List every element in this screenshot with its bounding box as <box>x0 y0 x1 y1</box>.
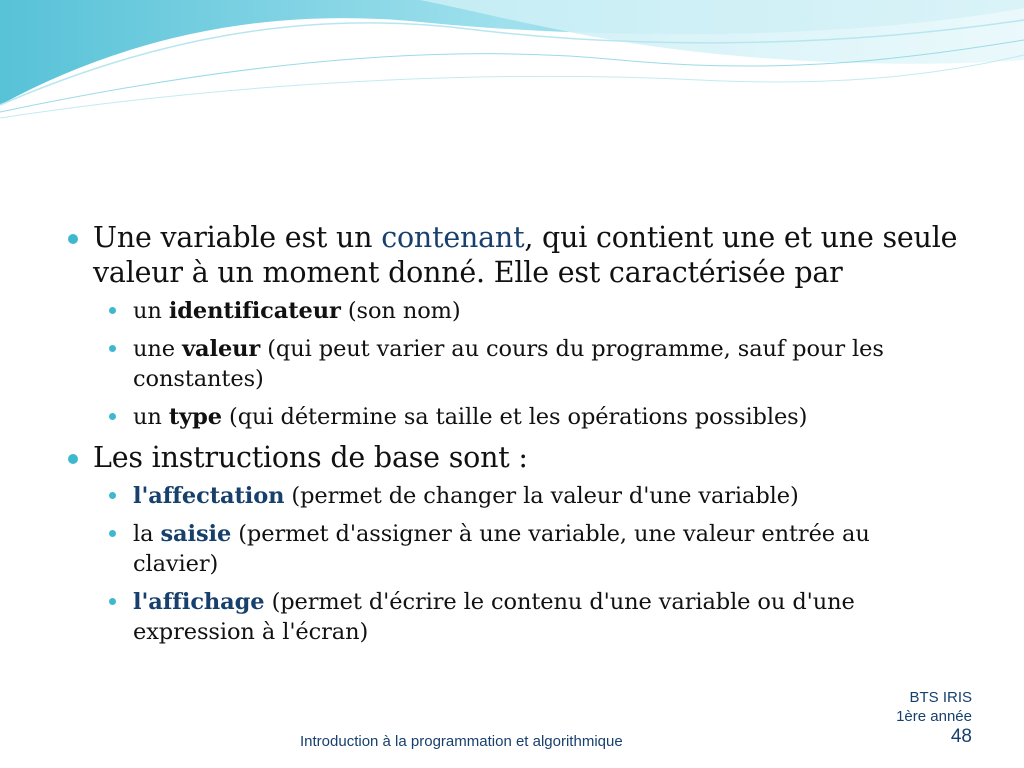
sub-item-keyword: type <box>168 404 222 430</box>
bullet-variable-text-before: Une variable est un <box>93 221 382 254</box>
footer-info <box>896 688 972 748</box>
bullet-variable-highlight: contenant <box>381 221 525 254</box>
sub-item-rest: (qui peut varier au cours du programme, sauf pour les constantes) <box>133 336 884 392</box>
sub-item-keyword: identificateur <box>168 298 341 324</box>
sub-item-rest: (qui détermine sa taille et les opérations possibles) <box>221 404 808 430</box>
footer-title: Introduction à la programmation et algorithmique <box>300 733 623 750</box>
sub-item-rest: (son nom) <box>340 298 461 324</box>
footer-course: BTS IRIS <box>909 689 972 706</box>
sub-item-keyword: l'affectation <box>133 483 285 509</box>
bullet-dot-icon <box>109 492 116 499</box>
decorative-wave-header <box>0 0 1024 140</box>
bullet-dot-icon <box>109 530 116 537</box>
sub-item-prefix: un <box>133 298 169 324</box>
bullet-instructions-text: Les instructions de base sont : <box>93 441 528 474</box>
sub-item-saisie <box>60 519 960 579</box>
bullet-variable-text-after: , qui contient une et une seule valeur à un moment donné. Elle est caractérisée par <box>93 221 958 289</box>
bullet-list <box>60 220 960 655</box>
bullet-dot-icon <box>109 345 116 352</box>
sub-item-prefix: la <box>133 521 161 547</box>
sub-item-rest: (permet d'assigner à une variable, une valeur entrée au clavier) <box>133 521 870 577</box>
sub-item-valeur <box>60 334 960 394</box>
sub-item-rest: (permet d'écrire le contenu d'une variable ou d'une expression à l'écran) <box>133 589 855 645</box>
page-number: 48 <box>950 726 972 747</box>
footer-year: 1ère année <box>896 708 972 725</box>
sub-item-affichage <box>60 587 960 647</box>
sub-item-rest: (permet de changer la valeur d'une variable) <box>284 483 799 509</box>
sub-list-instructions <box>93 481 960 647</box>
bullet-instructions <box>60 440 960 647</box>
sub-item-identificateur <box>60 296 960 326</box>
bullet-dot-icon <box>109 413 116 420</box>
bullet-dot-icon <box>68 234 78 244</box>
sub-list-variable <box>93 296 960 432</box>
bullet-dot-icon <box>109 307 116 314</box>
sub-item-keyword: l'affichage <box>133 589 265 615</box>
sub-item-prefix: une <box>133 336 183 362</box>
sub-item-prefix: un <box>133 404 169 430</box>
bullet-variable <box>60 220 960 432</box>
sub-item-type <box>60 402 960 432</box>
sub-item-affectation <box>60 481 960 511</box>
sub-item-keyword: valeur <box>182 336 261 362</box>
bullet-dot-icon <box>68 454 78 464</box>
sub-item-keyword: saisie <box>160 521 232 547</box>
bullet-dot-icon <box>109 598 116 605</box>
